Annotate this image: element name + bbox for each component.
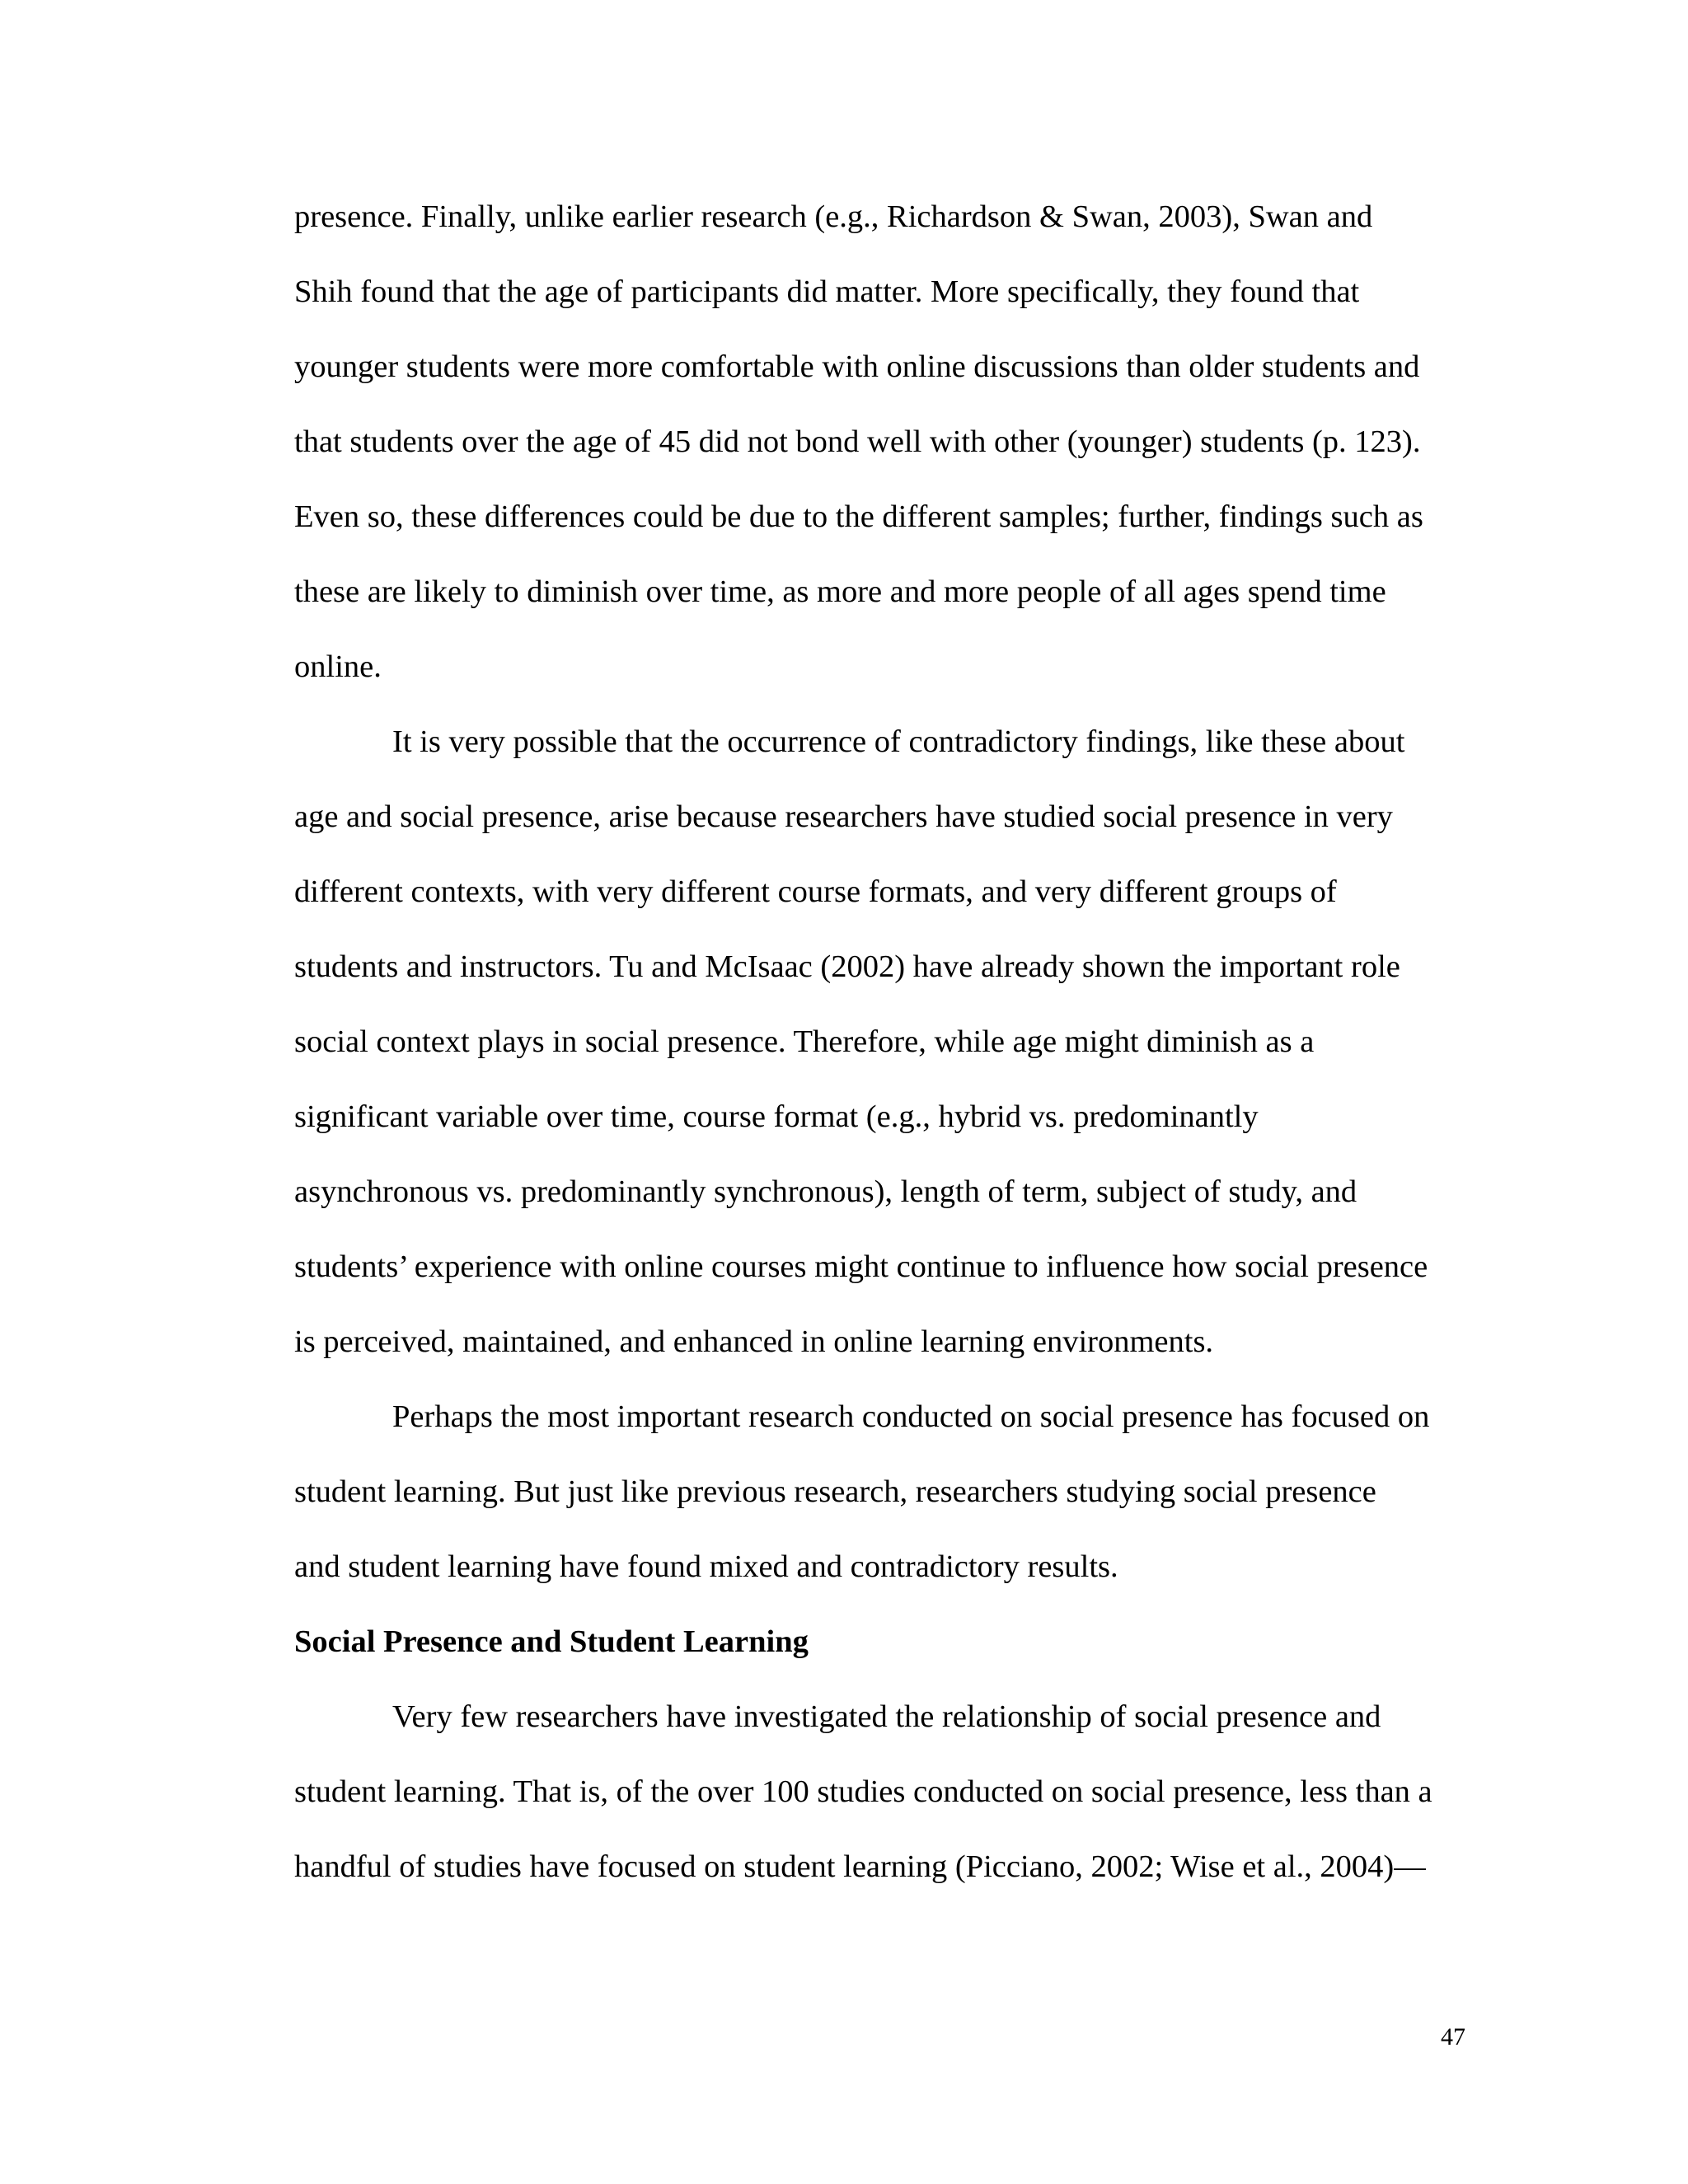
paragraph-first-line: Perhaps the most important research conducted on social presence has focused on <box>392 1399 1430 1434</box>
body-text <box>294 190 1473 1915</box>
text-line: different contexts, with very different course formats, and very different groups of <box>294 874 1337 909</box>
text-line: these are likely to diminish over time, as more and more people of all ages spend time <box>294 574 1386 609</box>
text-line: Even so, these differences could be due to the different samples; further, findings such as <box>294 499 1423 534</box>
text-line: student learning. That is, of the over 100 studies conducted on social presence, less than a <box>294 1774 1432 1809</box>
text-line: asynchronous vs. predominantly synchronous), length of term, subject of study, and <box>294 1174 1357 1209</box>
text-line: age and social presence, arise because researchers have studied social presence in very <box>294 799 1393 834</box>
text-line: that students over the age of 45 did not bond well with other (younger) students (p. 123). <box>294 424 1421 459</box>
page-number: 47 <box>1441 2023 1465 2050</box>
text-line: and student learning have found mixed and contradictory results. <box>294 1549 1118 1584</box>
text-line: Shih found that the age of participants did matter. More specifically, they found that <box>294 274 1360 309</box>
text-line: students’ experience with online courses might continue to influence how social presence <box>294 1249 1428 1284</box>
text-line: online. <box>294 649 382 684</box>
section-heading: Social Presence and Student Learning <box>294 1624 809 1659</box>
text-line: is perceived, maintained, and enhanced in online learning environments. <box>294 1324 1214 1359</box>
text-line: significant variable over time, course format (e.g., hybrid vs. predominantly <box>294 1099 1259 1134</box>
text-line: handful of studies have focused on student learning (Picciano, 2002; Wise et al., 2004)— <box>294 1849 1426 1884</box>
text-line: social context plays in social presence. Therefore, while age might diminish as a <box>294 1024 1315 1059</box>
text-line: younger students were more comfortable with online discussions than older students and <box>294 349 1420 384</box>
text-line: students and instructors. Tu and McIsaac (2002) have already shown the important role <box>294 949 1400 984</box>
text-line: presence. Finally, unlike earlier research (e.g., Richardson & Swan, 2003), Swan and <box>294 199 1373 234</box>
paragraph-first-line: Very few researchers have investigated the relationship of social presence and <box>392 1699 1381 1734</box>
paragraph-first-line: It is very possible that the occurrence of contradictory findings, like these about <box>392 724 1405 759</box>
text-line: student learning. But just like previous research, researchers studying social presence <box>294 1474 1376 1509</box>
